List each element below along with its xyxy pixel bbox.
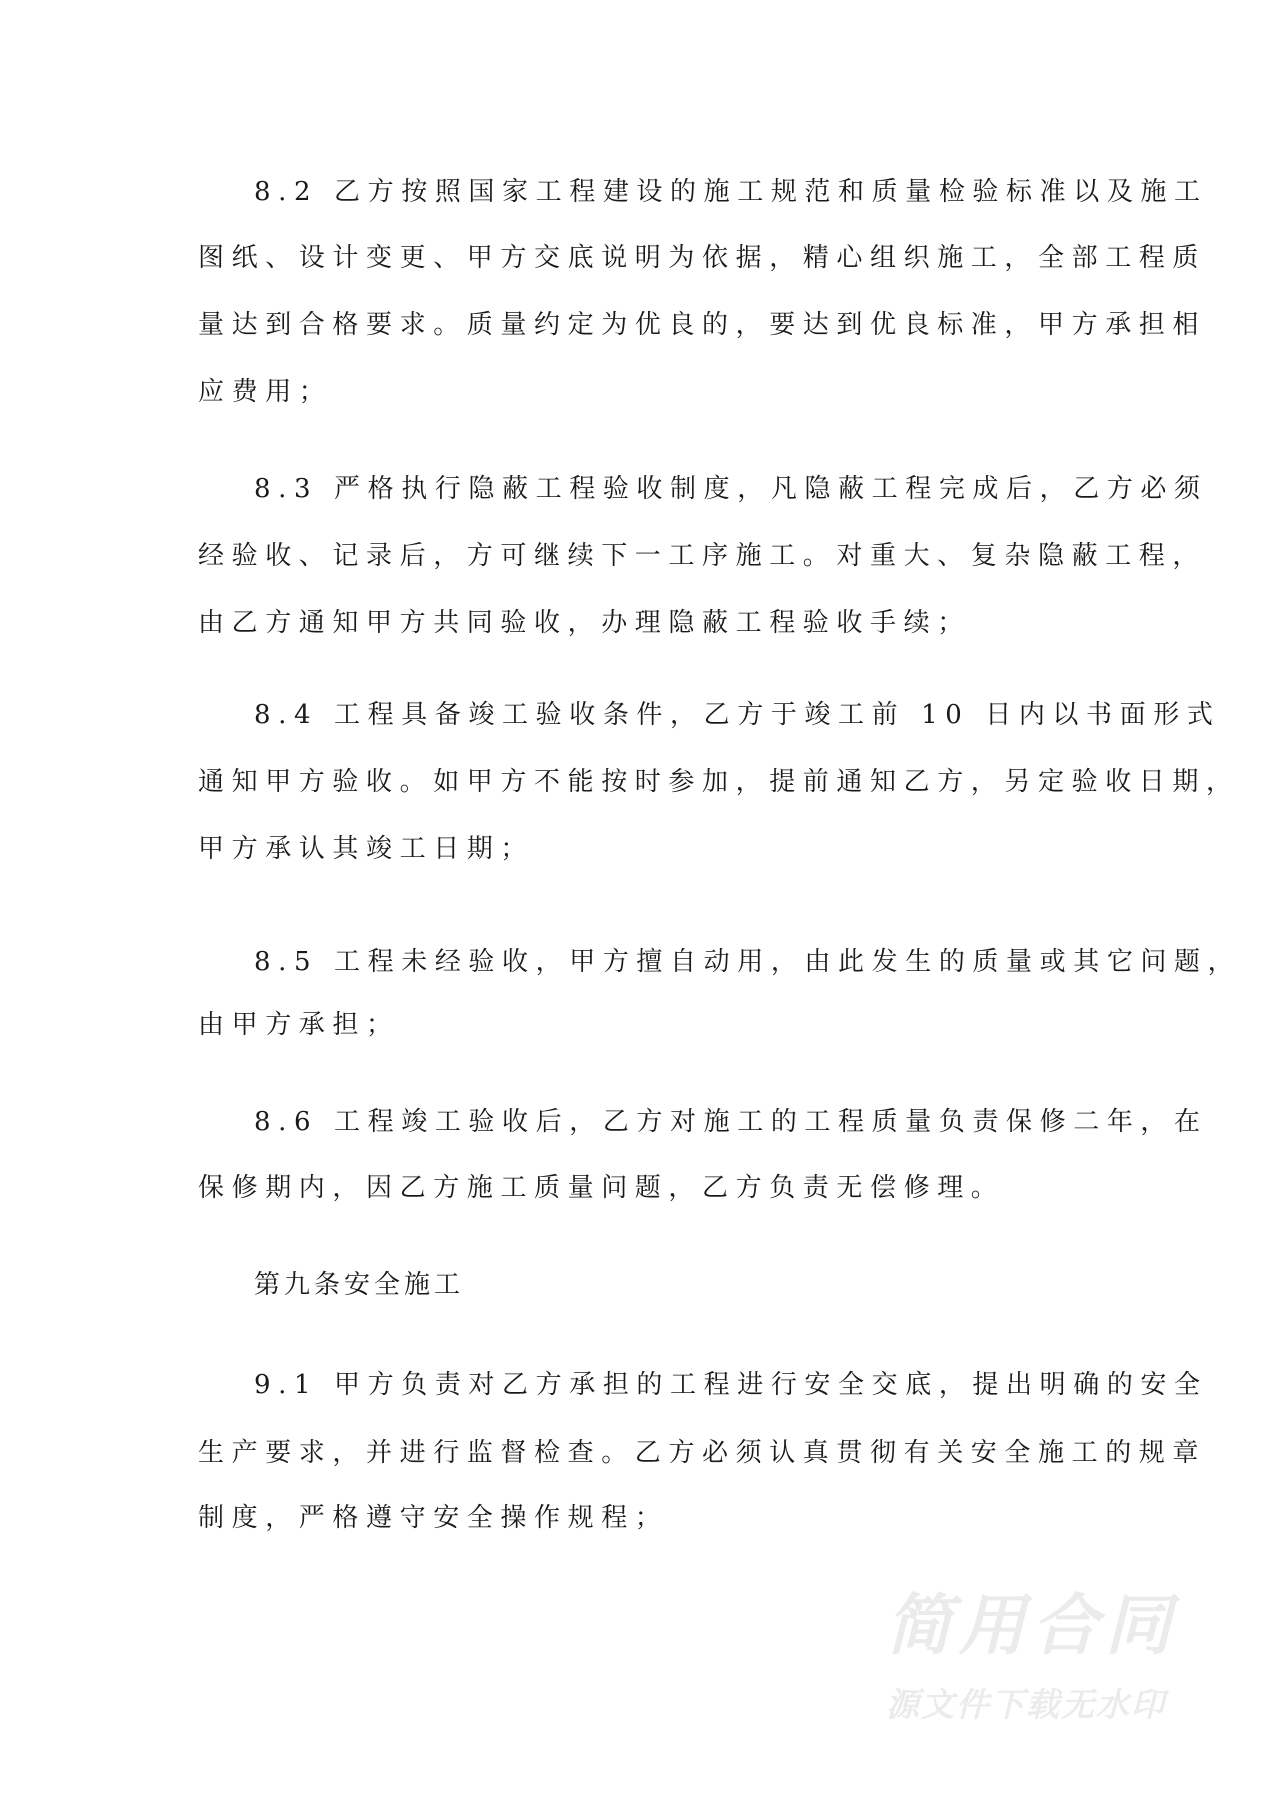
clause-line: 8.2 乙方按照国家工程建设的施工规范和质量检验标准以及施工 (254, 177, 1208, 207)
clause-line: 经验收、记录后，方可继续下一工序施工。对重大、复杂隐蔽工程， (198, 541, 1207, 571)
clause-line: 9.1 甲方负责对乙方承担的工程进行安全交底，提出明确的安全 (254, 1370, 1208, 1400)
clause-line: 8.5 工程未经验收，甲方擅自动用，由此发生的质量或其它问题， (254, 947, 1242, 977)
watermark-subtitle: 源文件下载无水印 (886, 1685, 1166, 1724)
clause-line: 制度，严格遵守安全操作规程； (198, 1503, 669, 1533)
clause-line: 8.6 工程竣工验收后，乙方对施工的工程质量负责保修二年，在 (254, 1107, 1208, 1137)
clause-line: 生产要求，并进行监督检查。乙方必须认真贯彻有关安全施工的规章 (198, 1438, 1207, 1468)
watermark-title: 简用合同 (886, 1587, 1178, 1664)
clause-line: 由乙方通知甲方共同验收，办理隐蔽工程验收手续； (198, 608, 971, 638)
clause-line: 保修期内，因乙方施工质量问题，乙方负责无偿修理。 (198, 1173, 1005, 1203)
clause-line: 由甲方承担； (198, 1010, 400, 1040)
clause-line: 量达到合格要求。质量约定为优良的，要达到优良标准，甲方承担相 (198, 310, 1207, 340)
clause-line: 应费用； (198, 377, 333, 407)
clause-line: 甲方承认其竣工日期； (198, 834, 535, 864)
clause-line: 图纸、设计变更、甲方交底说明为依据，精心组织施工，全部工程质 (198, 243, 1207, 273)
clause-line: 8.3 严格执行隐蔽工程验收制度，凡隐蔽工程完成后，乙方必须 (254, 474, 1208, 504)
section-heading: 第九条安全施工 (254, 1270, 465, 1300)
clause-line: 8.4 工程具备竣工验收条件，乙方于竣工前 10 日内以书面形式 (254, 700, 1221, 730)
clause-line: 通知甲方验收。如甲方不能按时参加，提前通知乙方，另定验收日期， (198, 767, 1240, 797)
